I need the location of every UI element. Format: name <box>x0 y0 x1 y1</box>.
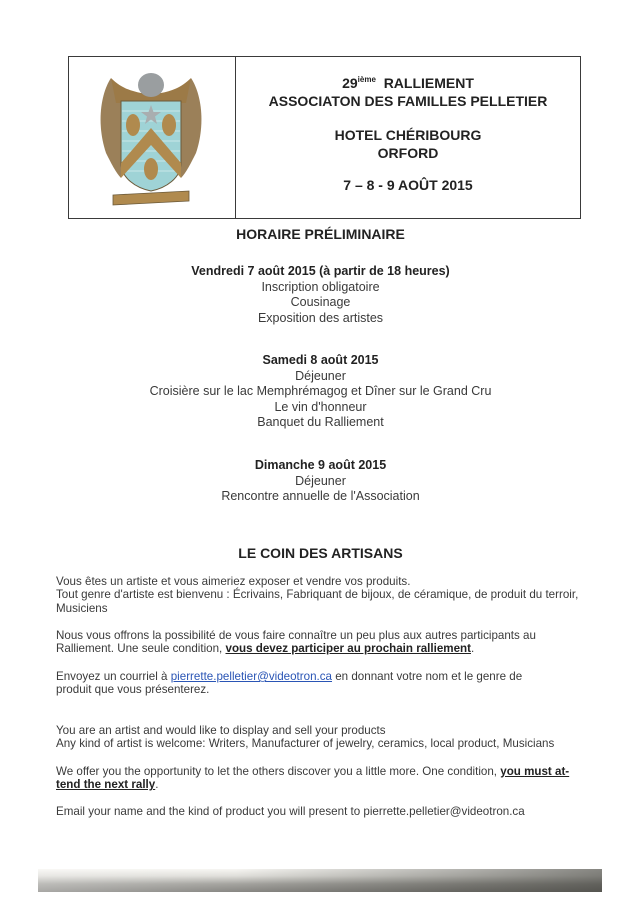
fr-condition: vous devez participer au prochain ralliement <box>225 642 471 656</box>
fr-paragraph-2 <box>56 629 556 656</box>
en-paragraph-1 <box>56 724 606 751</box>
en-offer-text: We offer you the opportunity to let the others discover you a little more. One condition, <box>56 765 501 778</box>
day-heading: Dimanche 9 août 2015 <box>254 458 387 472</box>
fr-intro-line: Vous êtes un artiste et vous aimeriez exposer et vendre vos produits. <box>56 575 411 588</box>
association-name: ASSOCIATON DES FAMILLES PELLETIER <box>268 93 548 109</box>
fr-artist-types: Tout genre d'artiste est bienvenu : Écrivains, Fabriquant de bijoux, de céramique, de produit du terroir, Musiciens <box>56 588 579 615</box>
schedule-item: Inscription obligatoire <box>261 279 380 294</box>
fr-paragraph-1 <box>56 575 606 615</box>
fr-email-intro: Envoyez un courriel à <box>56 670 171 683</box>
schedule-item: Rencontre annuelle de l'Association <box>221 489 420 503</box>
schedule-item: Exposition des artistes <box>257 310 384 325</box>
event-dates: 7 – 8 - 9 AOÛT 2015 <box>343 177 473 193</box>
schedule-day-saturday <box>0 353 641 431</box>
day-heading: Samedi 8 août 2015 <box>262 353 379 367</box>
schedule-item: Le vin d'honneur <box>274 399 367 414</box>
period: . <box>470 642 475 656</box>
rally-label: RALLIEMENT <box>383 75 474 91</box>
edition-suffix: ième <box>357 75 376 84</box>
period: . <box>155 778 159 792</box>
en-condition: you must at-tend the next rally <box>56 765 570 792</box>
en-paragraph-3: Email your name and the kind of product you will present to pierrette.pelletier@videotron.ca <box>56 805 525 818</box>
city-name: ORFORD <box>377 145 439 161</box>
header-box <box>68 56 581 219</box>
fr-offer-text: Nous vous offrons la possibilité de vous faire connaître un peu plus aux autres participants au Ralliement. Une seule condition, <box>56 629 536 656</box>
event-edition <box>236 74 580 92</box>
en-intro-line: You are an artist and would like to display and sell your products <box>56 724 386 737</box>
day-heading: Vendredi 7 août 2015 (à partir de 18 heures) <box>191 264 450 278</box>
schedule-item: Cousinage <box>290 295 351 309</box>
family-crest-icon <box>91 63 211 213</box>
event-title-cell <box>236 57 580 218</box>
edition-number: 29 <box>342 75 358 91</box>
footer-bar <box>38 869 602 892</box>
hotel-name: HOTEL CHÉRIBOURG <box>334 127 482 143</box>
schedule-item: Banquet du Ralliement <box>257 415 384 429</box>
schedule-item: Déjeuner <box>295 473 346 488</box>
crest-cell <box>69 57 236 218</box>
schedule-day-sunday <box>0 458 641 505</box>
schedule-day-friday <box>0 264 641 326</box>
email-link[interactable]: pierrette.pelletier@videotron.ca <box>170 670 333 683</box>
schedule-title: HORAIRE PRÉLIMINAIRE <box>236 226 405 242</box>
en-artist-types: Any kind of artist is welcome: Writers, Manufacturer of jewelry, ceramics, local product, Musicians <box>56 737 555 751</box>
en-paragraph-2 <box>56 765 591 792</box>
fr-paragraph-3 <box>56 670 556 697</box>
artisans-title: LE COIN DES ARTISANS <box>238 545 403 561</box>
fr-email-outro: en donnant votre nom et le genre de produit que vous présenterez. <box>56 670 523 697</box>
schedule-item: Croisière sur le lac Memphrémagog et Dîner sur le Grand Cru <box>149 384 492 398</box>
schedule-item: Déjeuner <box>295 368 346 383</box>
